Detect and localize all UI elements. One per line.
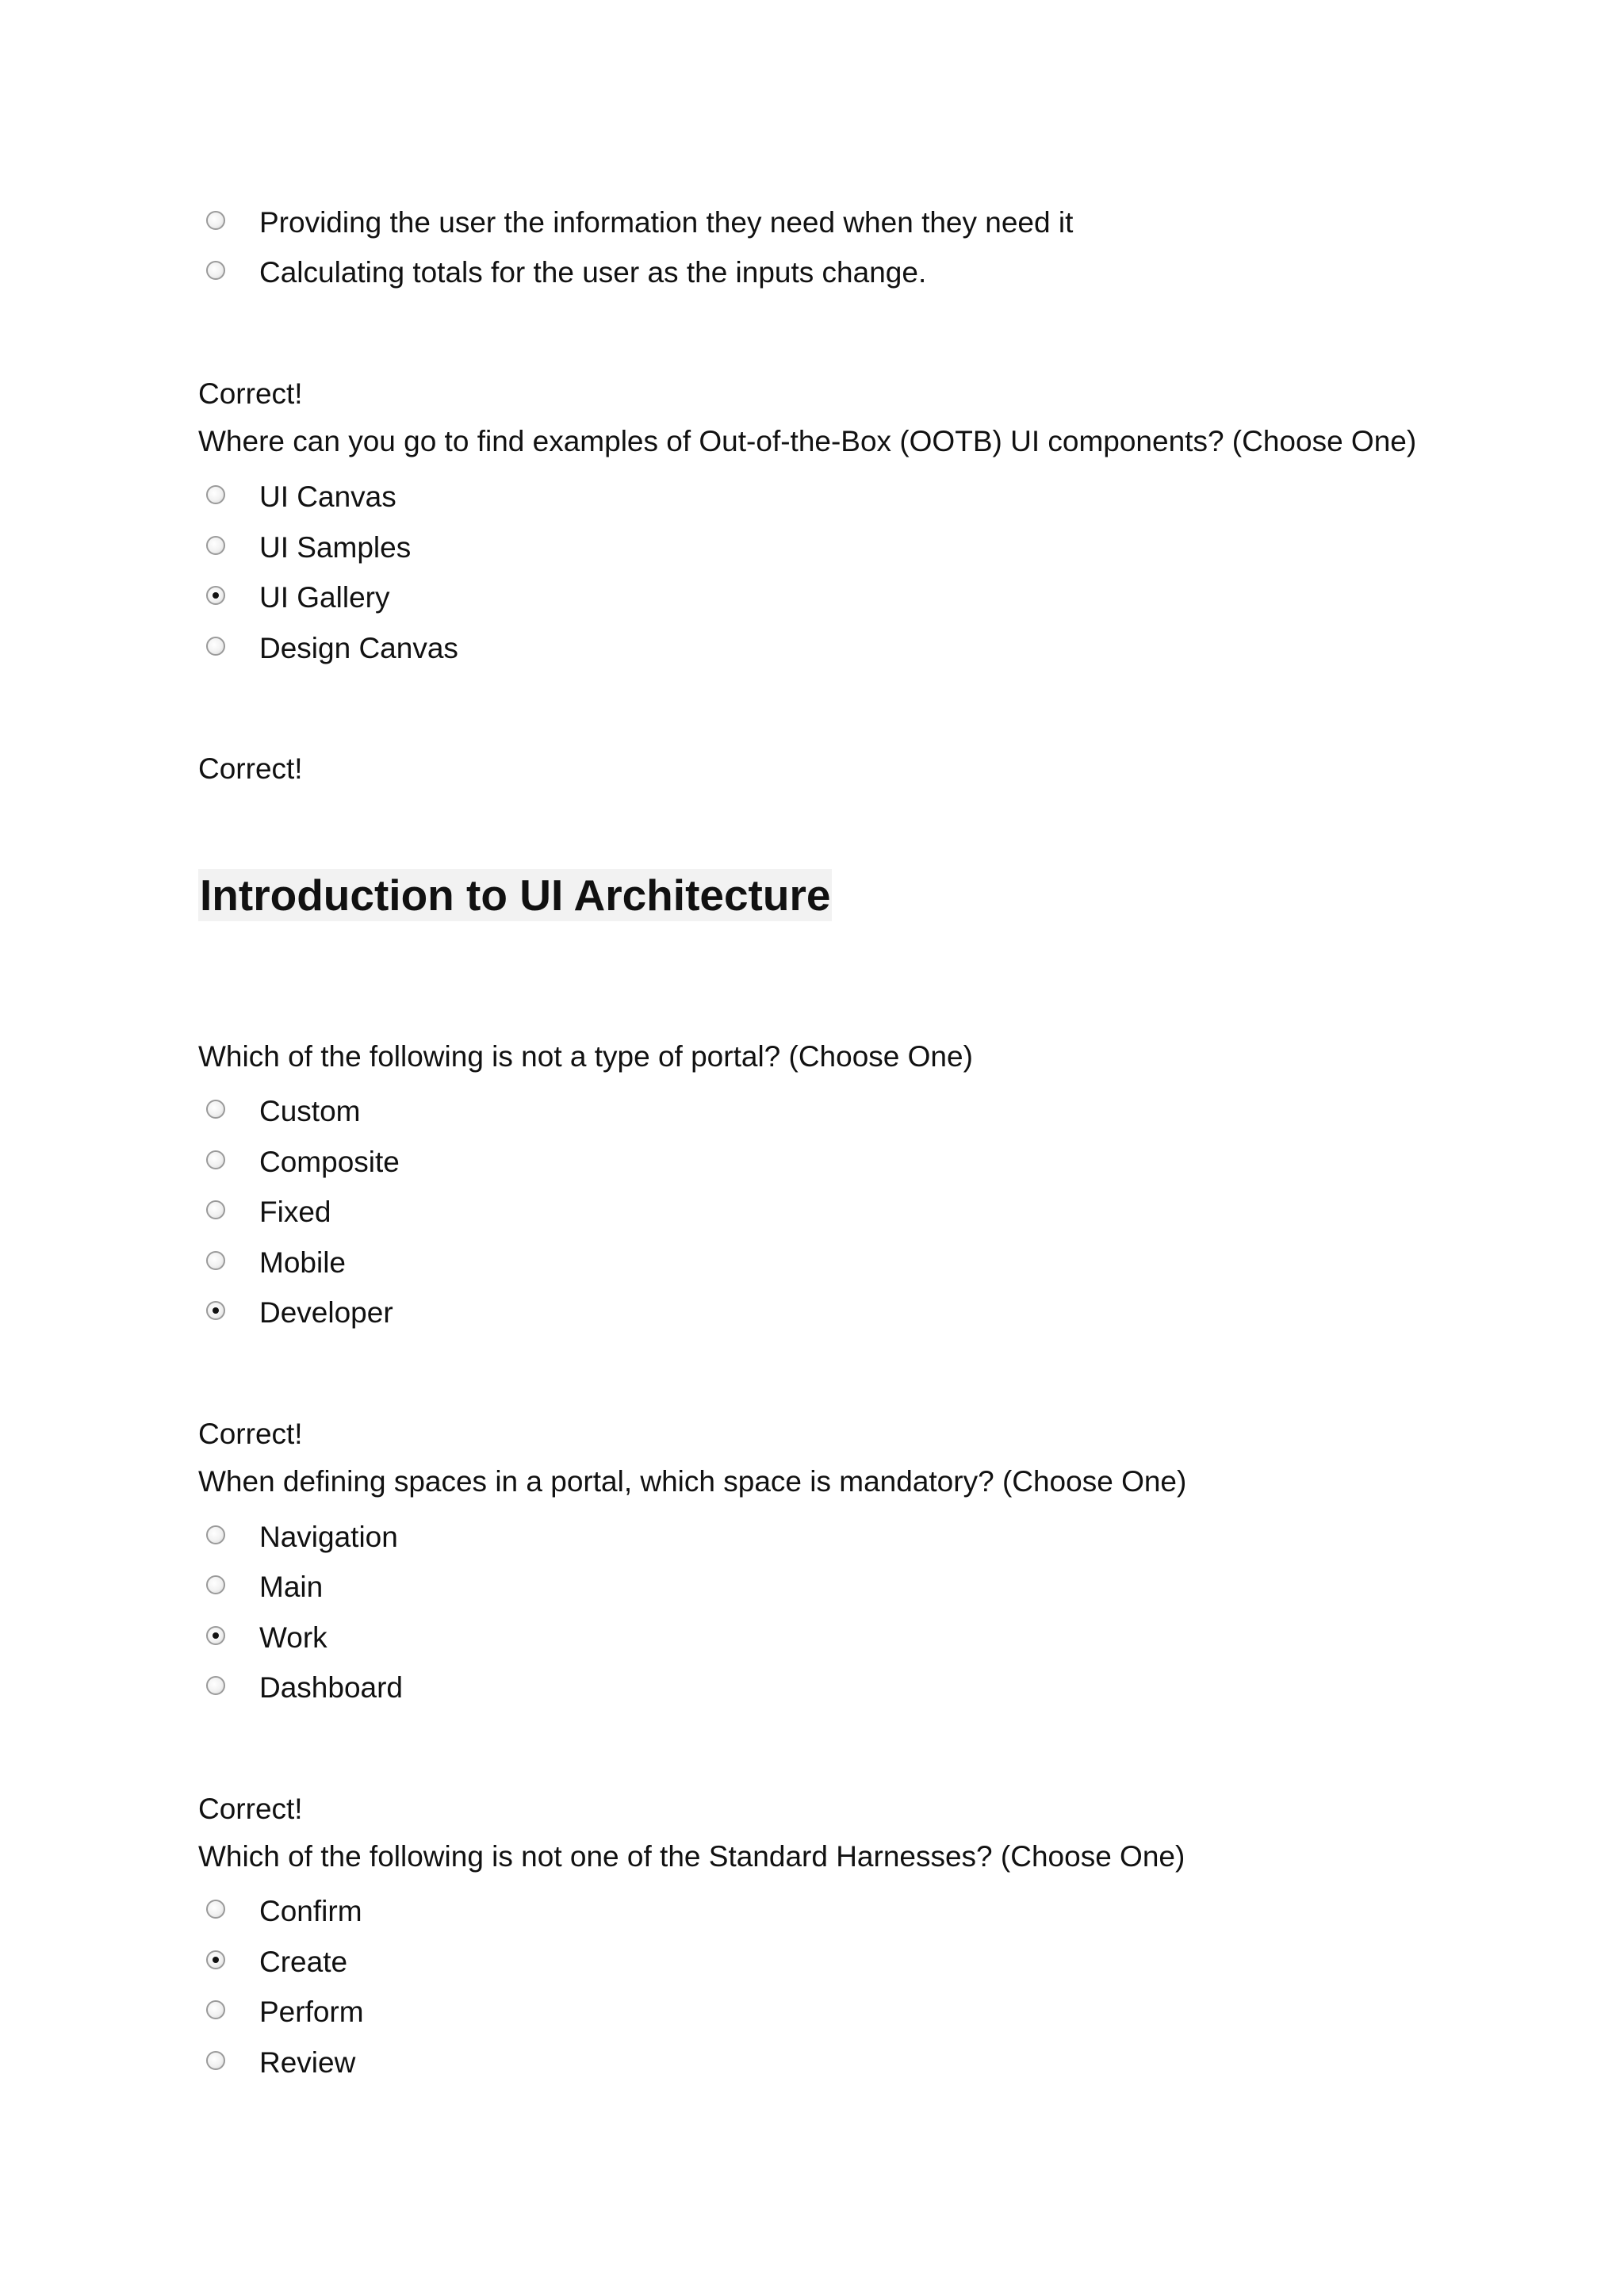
answer-option[interactable] (198, 631, 458, 666)
radio-button[interactable] (206, 1575, 225, 1594)
question-text: When defining spaces in a portal, which space is mandatory? (Choose One) (198, 1465, 1187, 1498)
answer-option-label: UI Canvas (259, 480, 396, 513)
radio-button[interactable] (206, 586, 225, 605)
radio-button[interactable] (206, 2000, 225, 2019)
radio-button[interactable] (206, 1200, 225, 1219)
answer-option[interactable] (198, 1621, 327, 1655)
answer-option-label: Providing the user the information they need when they need it (259, 206, 1074, 239)
answer-option[interactable] (198, 480, 396, 515)
feedback-text: Correct! (198, 752, 303, 785)
answer-option[interactable] (198, 2045, 355, 2080)
answer-option[interactable] (198, 1570, 323, 1605)
radio-button[interactable] (206, 1626, 225, 1645)
radio-button[interactable] (206, 1251, 225, 1270)
answer-option-label: Custom (259, 1095, 361, 1127)
answer-option-label: Calculating totals for the user as the inputs change. (259, 256, 927, 289)
radio-button[interactable] (206, 1301, 225, 1320)
answer-option-label: Main (259, 1571, 324, 1603)
answer-option-label: Work (259, 1621, 327, 1654)
radio-button[interactable] (206, 261, 225, 280)
answer-option[interactable] (198, 1520, 398, 1555)
feedback-text: Correct! (198, 1418, 303, 1450)
answer-option-label: Mobile (259, 1246, 346, 1279)
question-text: Which of the following is not one of the Standard Harnesses? (Choose One) (198, 1840, 1185, 1873)
radio-button[interactable] (206, 1525, 225, 1544)
radio-button[interactable] (206, 637, 225, 656)
answer-option-label: Perform (259, 1996, 364, 2028)
radio-button[interactable] (206, 1676, 225, 1695)
answer-option[interactable] (198, 255, 926, 290)
answer-option-label: Composite (259, 1146, 400, 1178)
radio-button[interactable] (206, 2051, 225, 2070)
answer-option[interactable] (198, 1246, 346, 1280)
feedback-text: Correct! (198, 1793, 303, 1825)
radio-button[interactable] (206, 1950, 225, 1969)
question-text: Which of the following is not a type of portal? (Choose One) (198, 1040, 973, 1073)
answer-option-label: Navigation (259, 1521, 398, 1553)
answer-option[interactable] (198, 1670, 403, 1705)
answer-option[interactable] (198, 530, 411, 565)
radio-button[interactable] (206, 1150, 225, 1169)
answer-option[interactable] (198, 205, 1073, 240)
radio-button[interactable] (206, 536, 225, 555)
radio-button[interactable] (206, 485, 225, 504)
answer-option[interactable] (198, 1295, 393, 1330)
answer-option[interactable] (198, 1894, 362, 1929)
answer-option-label: Design Canvas (259, 632, 458, 664)
radio-button[interactable] (206, 1100, 225, 1119)
radio-button[interactable] (206, 211, 225, 230)
answer-option-label: Dashboard (259, 1671, 404, 1704)
answer-option-label: Developer (259, 1296, 393, 1329)
answer-option-label: Confirm (259, 1895, 362, 1927)
radio-button[interactable] (206, 1900, 225, 1919)
question-text: Where can you go to find examples of Out-of-the-Box (OOTB) UI components? (Choose One) (198, 425, 1417, 457)
answer-option[interactable] (198, 1945, 347, 1980)
answer-option-label: Review (259, 2046, 356, 2079)
answer-option-label: Fixed (259, 1196, 331, 1228)
answer-option-label: UI Samples (259, 531, 412, 564)
answer-option[interactable] (198, 1995, 364, 2030)
answer-option-label: UI Gallery (259, 581, 390, 614)
answer-option[interactable] (198, 1195, 331, 1230)
section-heading: Introduction to UI Architecture (200, 871, 831, 920)
answer-option[interactable] (198, 1145, 400, 1180)
answer-option-label: Create (259, 1946, 348, 1978)
answer-option[interactable] (198, 580, 389, 615)
answer-option[interactable] (198, 1094, 360, 1129)
feedback-text: Correct! (198, 377, 303, 410)
